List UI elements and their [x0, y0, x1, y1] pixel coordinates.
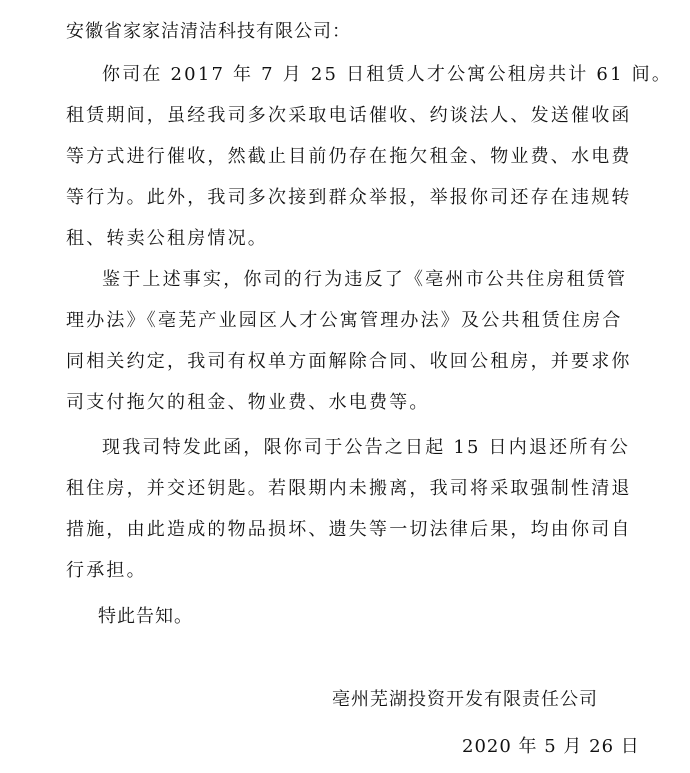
paragraph-line: 同相关约定，我司有权单方面解除合同、收回公租房，并要求你 [66, 351, 632, 372]
signature-company: 亳州芜湖投资开发有限责任公司 [332, 689, 598, 710]
paragraph-line: 租住房，并交还钥匙。若限期内未搬离，我司将采取强制性清退 [66, 478, 632, 499]
paragraph-line: 你司在 2017 年 7 月 25 日租赁人才公寓公租房共计 61 间。 [102, 64, 673, 85]
paragraph-line: 现我司特发此函，限你司于公告之日起 15 日内退还所有公 [102, 437, 630, 458]
closing-remark: 特此告知。 [98, 606, 193, 627]
letter-date: 2020 年 5 月 26 日 [462, 736, 640, 757]
paragraph-line: 司支付拖欠的租金、物业费、水电费等。 [66, 392, 430, 413]
paragraph-line: 租、转卖公租房情况。 [66, 228, 268, 249]
paragraph-line: 措施，由此造成的物品损坏、遗失等一切法律后果，均由你司自 [66, 519, 632, 540]
paragraph-line: 等行为。此外，我司多次接到群众举报，举报你司还存在违规转 [66, 187, 632, 208]
salutation: 安徽省家家洁清洁科技有限公司： [66, 21, 351, 42]
paragraph-line: 租赁期间，虽经我司多次采取电话催收、约谈法人、发送催收函 [66, 105, 632, 126]
paragraph-line: 行承担。 [66, 560, 147, 581]
paragraph-line: 等方式进行催收，然截止目前仍存在拖欠租金、物业费、水电费 [66, 146, 632, 167]
paragraph-line: 鉴于上述事实，你司的行为违反了《亳州市公共住房租赁管 [102, 269, 628, 290]
paragraph-line: 理办法》《亳芜产业园区人才公寓管理办法》及公共租赁住房合 [66, 310, 623, 331]
